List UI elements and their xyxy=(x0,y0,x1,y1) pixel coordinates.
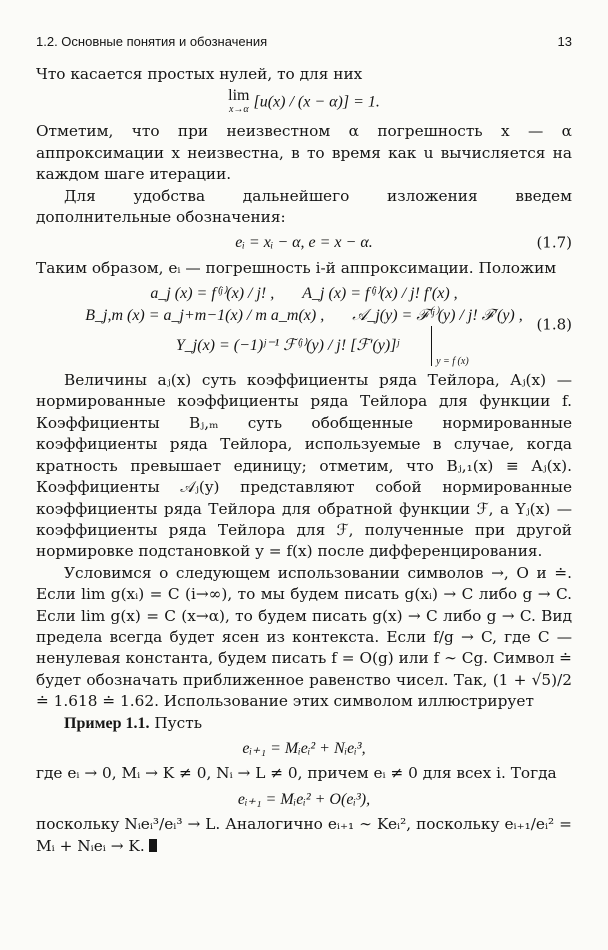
running-header xyxy=(36,34,572,49)
equation-1-7 xyxy=(36,232,572,253)
paragraph-3: Для удобства дальнейшего изложения введем дополнительные обозначения: xyxy=(36,186,572,227)
eq-Y-j: Y_j(x) = (−1)ʲ⁻¹ ℱ⁽ʲ⁾(y) / j! [ℱ′(y)]ʲ xyxy=(175,337,400,355)
equation-example-1-body: eᵢ₊₁ = Mᵢeᵢ² + Nᵢeᵢ³, xyxy=(242,739,366,757)
paragraph-5: Величины aⱼ(x) суть коэффициенты ряда Тейлора, Aⱼ(x) — нормированные коэффициенты ряда Тейлора для функции f. Коэффициенты Bⱼ,ₘ суть обобщенные нормированные коэффициенты ряда Тейлора, используемые в случае, когда кратность превышает единицу; отметим, что Bⱼ,₁(x) ≡ Aⱼ(x). Коэффициенты 𝒜ⱼ(y) представляют собой нормированные коэффициенты ряда Тейлора для обратной функции ℱ, а Yⱼ(x) — коэффициенты ряда Тейлора для ℱ, полученные при другой нормировке подстановкой y = f(x) после дифференцирования. xyxy=(36,371,572,561)
end-of-proof-mark xyxy=(149,839,157,852)
equation-limit-body: [u(x) / (x − α)] = 1. xyxy=(253,94,380,112)
paragraph-6: Условимся о следующем использовании символов →, O и ≐. Если lim g(xᵢ) = C (i→∞), то мы будем писать g(xᵢ) → C либо g → C. Если lim g(x) = C (x→α), то будем писать g(x) → C либо g → C. Вид предела всегда будет ясен из контекста. Если f/g → C, где C — ненулевая константа, будем писать f = O(g) или f ∼ Cg. Символ ≐ будет обозначать приближенное равенство чисел. Так, (1 + √5)/2 ≐ 1.618 ≐ 1.62. Использование этих символом иллюстрирует xyxy=(36,563,572,711)
equation-1-8 xyxy=(36,283,572,366)
page-number: 13 xyxy=(557,34,572,49)
evaluation-bar xyxy=(431,326,469,367)
equation-number-1-8: (1.8) xyxy=(536,314,572,333)
paragraph-4: Таким образом, eᵢ — погрешность i-й аппроксимации. Положим xyxy=(36,258,557,277)
example-label: Пример 1.1. xyxy=(64,714,150,732)
equation-1-8-row-2 xyxy=(36,305,572,326)
paragraph-2: Отметим, что при неизвестном α погрешность x — α аппроксимации x неизвестна, в то время как u вычисляется на каждом шаге итерации. xyxy=(36,122,572,184)
paragraph-1: Что касается простых нулей, то для них xyxy=(36,65,363,83)
paragraph-7: где eᵢ → 0, Mᵢ → K ≠ 0, Nᵢ → L ≠ 0, причем eᵢ ≠ 0 для всех i. Тогда xyxy=(36,764,557,783)
equation-1-8-row-3 xyxy=(36,326,572,366)
limit-operator xyxy=(228,89,249,117)
page-body xyxy=(36,64,572,857)
section-title: 1.2. Основные понятия и обозначения xyxy=(36,34,268,49)
equation-1-7-body: eᵢ = xᵢ − α, e = x − α. xyxy=(235,234,373,252)
eq-a-j: a_j (x) = f⁽ʲ⁾(x) / j! , xyxy=(150,285,275,303)
equation-1-8-row-1 xyxy=(36,283,572,304)
equation-number-1-7: (1.7) xyxy=(536,233,572,252)
evaluation-subscript: y = f (x) xyxy=(436,355,469,367)
lim-subscript: x→α xyxy=(228,104,249,116)
paragraph-8-text: поскольку Nᵢeᵢ³/eᵢ³ → L. Аналогично eᵢ₊₁ ∼ Keᵢ², поскольку eᵢ₊₁/eᵢ² = Mᵢ + Nᵢeᵢ → K. xyxy=(36,815,572,855)
example-text: Пусть xyxy=(154,713,203,732)
example-heading xyxy=(36,713,572,734)
eq-B-jm: B_j,m (x) = a_j+m−1(x) / m a_m(x) , xyxy=(85,306,325,324)
eq-script-A-j: 𝒜_j(y) = ℱ⁽ʲ⁾(y) / j! ℱ′(y) , xyxy=(352,306,523,324)
equation-example-2-body: eᵢ₊₁ = Mᵢeᵢ² + O(eᵢ³), xyxy=(237,790,371,808)
lim-word: lim xyxy=(228,87,250,105)
equation-limit xyxy=(36,89,572,117)
equation-example-1 xyxy=(36,738,572,759)
paragraph-8 xyxy=(36,814,572,857)
eq-A-j: A_j (x) = f⁽ʲ⁾(x) / j! f′(x) , xyxy=(302,285,458,303)
equation-example-2 xyxy=(36,789,572,810)
